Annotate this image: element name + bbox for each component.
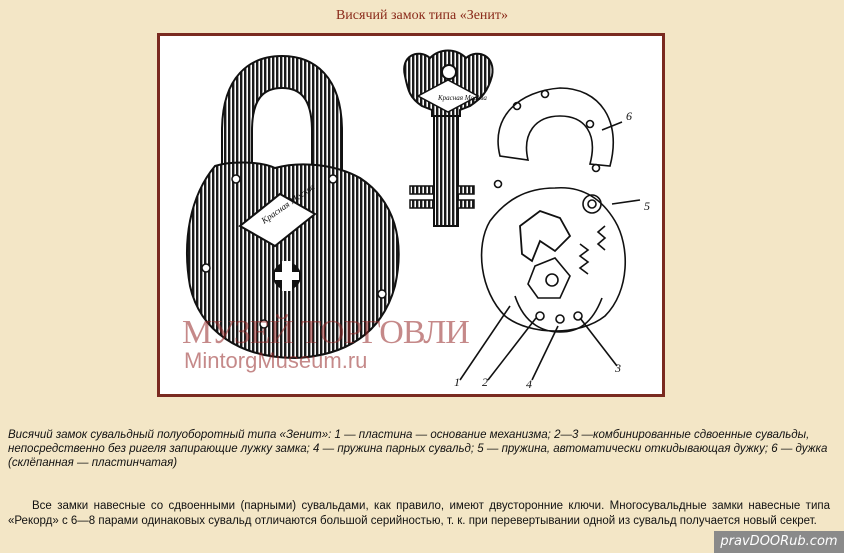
page-title: Висячий замок типа «Зенит» [335,8,509,23]
site-badge[interactable]: pravDOORub.com [714,531,844,553]
key-drawing [404,51,492,227]
mechanism-drawing [460,88,640,380]
callout-1: 1 [454,375,460,389]
callout-2: 2 [482,375,488,389]
callout-3: 3 [615,361,621,375]
callout-6: 6 [626,109,632,123]
lock-plate-text: Красная Москва [259,181,317,226]
callout-5: 5 [644,199,650,213]
padlock-drawing [187,56,399,358]
callout-4: 4 [526,377,532,391]
watermark-url: MintorgMuseum.ru [184,348,368,373]
watermark-museum: МУЗЕЙ ТОРГОВЛИ [182,314,469,351]
body-paragraph: Все замки навесные со сдвоенными (парными) сувальдами, как правило, имеют двусторонние ключи. Многосувальдные замки навесные типа «Рекорд» с 6—8 парами одинаковых сувальд отличаются большой серийностью, т. к. при перевертывании одной из сувальд получается новый секрет. [8,500,830,527]
lock-illustration [157,33,665,397]
key-bow-text: Красная Москва [438,94,487,102]
figure-caption: Висячий замок сувальдный полуоборотный типа «Зенит»: 1 — пластина — основание механизма; 2—3 —комбинированные сдвоенные сувальды, непосредственно без ригеля запирающие лужку замка; 4 — пружина парных сувальд; 5 — пружина, автоматически откидывающая дужку; 6 — дужка (склёпанная — пластинчатая) [8,429,828,469]
